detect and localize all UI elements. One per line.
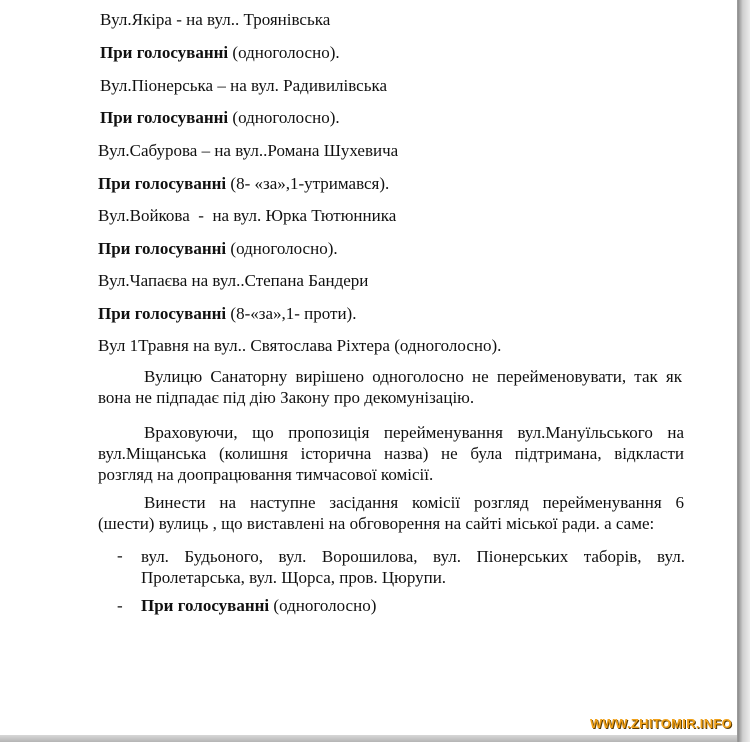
vote-row — [100, 108, 340, 128]
rename-row-pionerska — [100, 76, 387, 96]
row-text: Вул.Чапаєва на вул..Степана Бандери — [98, 271, 369, 290]
row-text: Вул.Сабурова – на вул..Романа Шухевича — [98, 141, 399, 160]
vote-label: При голосуванні — [141, 596, 270, 615]
page-shadow — [738, 0, 750, 742]
row-text: Вул.Войкова - на вул. Юрка Тютюнника — [98, 206, 397, 225]
list-line: вул. Будьоного, вул. Ворошилова, вул. Піонерських таборів, вул. — [141, 547, 685, 566]
paragraph-line: вона не підпадає під дію Закону про декомунізацію. — [98, 388, 475, 407]
list-dash: - — [117, 596, 123, 615]
paragraph-line: Винести на наступне засідання комісії розгляд перейменування 6 — [144, 493, 684, 512]
paragraph-line: розгляд на доопрацювання тимчасової комісії. — [98, 465, 434, 484]
vote-row — [100, 43, 340, 63]
row-text: Вул.Піонерська – на вул. Радивилівська — [100, 76, 388, 95]
paragraph-line: (шести) вулиць , що виставлені на обговорення на сайті міської ради. а саме: — [98, 514, 655, 533]
vote-row — [98, 239, 338, 259]
vote-result: (одноголосно) — [269, 596, 377, 615]
vote-label: При голосуванні — [98, 304, 227, 323]
vote-row — [98, 174, 389, 194]
list-item-streets — [141, 546, 685, 588]
site-watermark: WWW.ZHITOMIR.INFO — [590, 716, 733, 731]
vote-result: (одноголосно). — [228, 43, 340, 62]
vote-label: При голосуванні — [98, 239, 227, 258]
vote-result: (8-«за»,1- проти). — [226, 304, 357, 323]
paragraph-manuilskoho — [98, 422, 684, 485]
paragraph-sanatorna — [98, 366, 682, 408]
vote-row — [98, 304, 356, 324]
vote-label: При голосуванні — [98, 174, 227, 193]
rename-row-chapaieva — [98, 271, 368, 291]
rename-row-yakira — [100, 10, 330, 30]
row-text: Вул.Якіра - на вул.. Троянівська — [100, 10, 331, 29]
paragraph-next-meeting — [98, 492, 684, 534]
page-bottom-edge — [0, 735, 737, 742]
rename-row-1travnia — [98, 336, 501, 356]
vote-result: (одноголосно). — [228, 108, 340, 127]
list-dash: - — [117, 546, 123, 565]
vote-result: (одноголосно). — [226, 239, 338, 258]
rename-row-saburova — [98, 141, 398, 161]
row-text: Вул 1Травня на вул.. Святослава Ріхтера (одноголосно). — [98, 336, 502, 355]
paragraph-line: Враховуючи, що пропозиція перейменування вул.Мануїльського на — [144, 423, 684, 442]
rename-row-voikova — [98, 206, 396, 226]
paragraph-line: Вулицю Санаторну вирішено одноголосно не перейменовувати, так як — [144, 367, 682, 386]
list-line: Пролетарська, вул. Щорса, пров. Цюрупи. — [141, 568, 447, 587]
vote-label: При голосуванні — [100, 108, 229, 127]
list-item-vote — [141, 596, 376, 616]
paragraph-line: вул.Міщанська (колишня історична назва) не була підтримана, відкласти — [98, 444, 684, 463]
vote-label: При голосуванні — [100, 43, 229, 62]
vote-result: (8- «за»,1-утримався). — [226, 174, 390, 193]
